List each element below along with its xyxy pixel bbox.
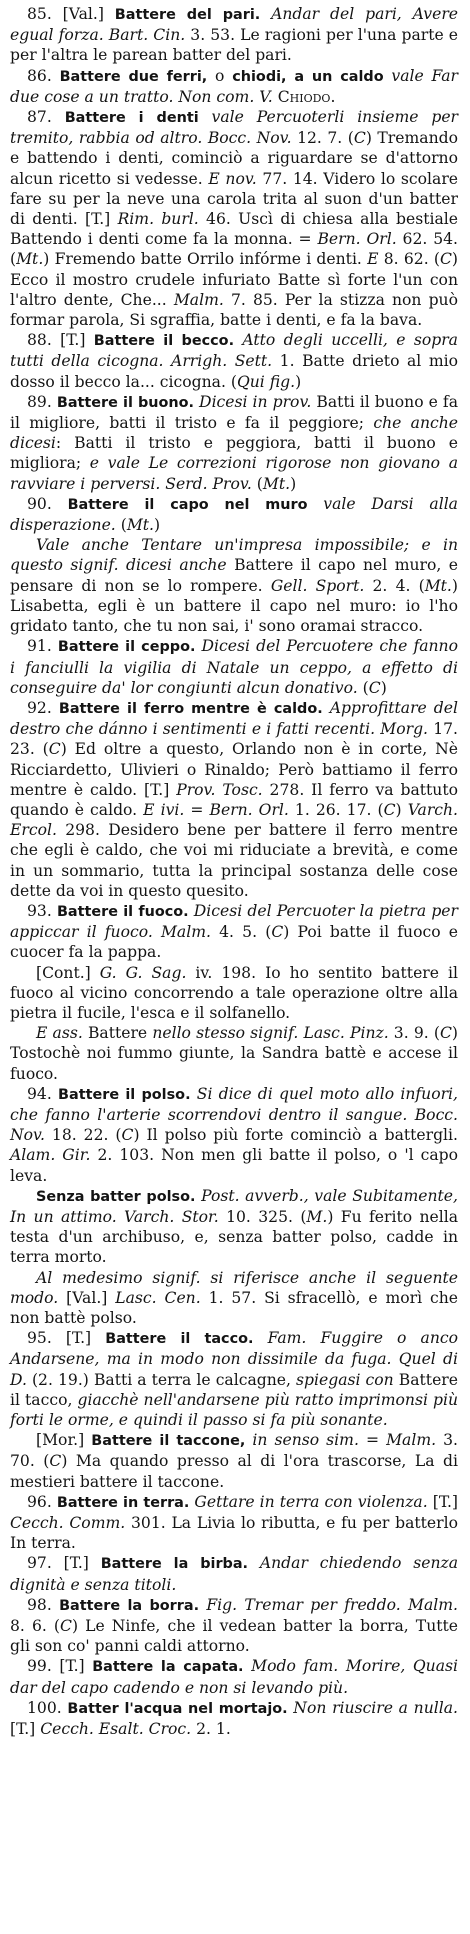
entry-text: Battere bbox=[82, 1024, 153, 1043]
entry-text: 2. 1. bbox=[191, 1720, 231, 1739]
entry-gloss: C bbox=[121, 1126, 134, 1145]
entry-headword: Senza batter polso. bbox=[36, 1188, 196, 1205]
entry-text: ) Ecco il mostro crudele infuriato Batte sì forte l'un con l'altro dente, Che... bbox=[10, 250, 458, 309]
entry-text: ) bbox=[380, 678, 387, 697]
entry-gloss: Cecch. Esalt. Croc. bbox=[40, 1720, 192, 1739]
entry-text: ( bbox=[115, 516, 127, 535]
entry-text: ) Tostochè noi fummo giunte, la Sandra battè e accese il fuoco. bbox=[10, 1024, 458, 1083]
entry-text: ) Fremendo batte Orrilo infórme i denti. bbox=[43, 250, 368, 269]
entry-gloss: Alam. Gir. bbox=[10, 1146, 91, 1165]
entry-gloss: Non riuscire a nulla. bbox=[287, 1698, 458, 1717]
entry-gloss: Bart. Cin. bbox=[108, 26, 186, 45]
entry-text: 3. 70. ( bbox=[10, 1431, 458, 1471]
dictionary-entry bbox=[10, 1595, 458, 1657]
dictionary-entry bbox=[10, 1328, 458, 1430]
entry-headword: Battere la borra. bbox=[59, 1597, 200, 1614]
entry-text: : Batti il tristo e peggiora, batti il buono e migliora; bbox=[10, 434, 458, 473]
entry-text: 88. [T.] bbox=[27, 331, 94, 350]
entry-gloss: E nov. bbox=[208, 169, 257, 188]
entry-gloss: C bbox=[49, 1452, 62, 1471]
entry-text: ) Poi batte il fuoco e cuocer fa la pappa. bbox=[10, 923, 458, 962]
entry-headword: Batter l'acqua nel mortajo. bbox=[67, 1700, 288, 1717]
entry-gloss: vale Darsi alla disperazione. bbox=[10, 494, 458, 535]
entry-text: ) Fu ferito nella testa d'un archibuso, e, senza batter polso, cadde in terra morto. bbox=[10, 1207, 458, 1267]
entry-gloss: G. G. Sag. bbox=[99, 963, 187, 982]
entry-gloss: Rim. burl. bbox=[117, 210, 199, 229]
entry-headword: Battere la birba. bbox=[100, 1556, 249, 1573]
entry-text: ) Ma quando presso al di l'ora trascorse, La di mestieri battere il taccone. bbox=[10, 1452, 459, 1491]
entry-text: 96. bbox=[27, 1492, 57, 1511]
entry-text: 90. bbox=[27, 494, 68, 513]
entry-text: 301. La Livia lo ributta, e fu per batterlo In terra. bbox=[10, 1514, 458, 1553]
entry-text: [T.] bbox=[10, 1720, 41, 1739]
dictionary-entry bbox=[10, 698, 458, 901]
entry-headword: Battere il tacco. bbox=[105, 1331, 254, 1348]
entry-gloss: Mt. bbox=[16, 250, 44, 269]
entry-text: 2. 4. ( bbox=[364, 576, 425, 595]
entry-text: 17. 23. ( bbox=[10, 720, 458, 759]
entry-gloss: Fig. Tremar per freddo. Malm. bbox=[199, 1595, 458, 1614]
entry-text: 92. bbox=[27, 698, 59, 717]
entry-headword: Battere in terra. bbox=[56, 1494, 190, 1511]
entry-subsense bbox=[10, 1023, 458, 1084]
entry-gloss: spiegasi con bbox=[296, 1370, 394, 1389]
entry-gloss: Dicesi in prov. bbox=[194, 392, 312, 411]
entry-text: 94. bbox=[27, 1084, 59, 1103]
entry-gloss: Post. avverb., vale Subitamente, In un attimo. Varch. Stor. bbox=[10, 1186, 458, 1226]
entry-text: 100. bbox=[27, 1698, 68, 1717]
entry-headword: Battere il ceppo. bbox=[57, 639, 196, 656]
entry-headword: Battere il fuoco. bbox=[56, 903, 189, 920]
entry-subsense bbox=[10, 963, 458, 1024]
entry-text: ) bbox=[290, 474, 297, 493]
entry-text: 77. 14. Videro lo scolare fare su per la neve una carola trita al suon d'un batter di denti. [T.] bbox=[10, 169, 459, 229]
dictionary-entry bbox=[10, 1656, 458, 1697]
entry-gloss: Andar chiedendo senza dignità e senza titoli. bbox=[10, 1554, 459, 1594]
entry-gloss: Dicesi del Percuotere che fanno i fanciulli la vigilia di Natale un ceppo, a effetto di conseguire da' lor congiunti alcun donativo. bbox=[10, 637, 458, 697]
entry-gloss: E bbox=[367, 250, 379, 269]
entry-text: Battere il tacco, bbox=[10, 1370, 458, 1409]
entry-text: 8. 6. ( bbox=[10, 1617, 60, 1636]
entry-text: (2. 19.) Batti a terra le calcagne, bbox=[26, 1370, 297, 1389]
entry-subsense bbox=[10, 1268, 458, 1329]
dictionary-entry bbox=[10, 901, 458, 963]
entry-text: 8. 62. ( bbox=[378, 250, 440, 269]
dictionary-entry bbox=[10, 330, 458, 392]
dictionary-entry bbox=[10, 107, 458, 330]
entry-gloss: C bbox=[271, 923, 284, 942]
entry-text: [T.] bbox=[427, 1492, 458, 1511]
entry-gloss: Cecch. Comm. bbox=[10, 1514, 126, 1533]
entry-text: ) bbox=[395, 800, 408, 819]
entry-text: 85. [Val.] bbox=[27, 5, 115, 23]
entry-text: ( bbox=[251, 474, 263, 493]
entry-text: 10. 325. ( bbox=[218, 1207, 307, 1226]
entry-text: 7. 85. Per la stizza non può formar parola, Si sgraffia, batte i denti, e fa la bava. bbox=[10, 290, 458, 330]
dictionary-entry bbox=[10, 66, 458, 107]
entry-text: [Mor.] bbox=[36, 1431, 92, 1450]
dictionary-entry bbox=[10, 494, 458, 535]
entry-headword: Battere il taccone, bbox=[91, 1433, 246, 1450]
entry-text: 1. Batte drieto al mio dosso il becco la... cicogna. ( bbox=[10, 352, 458, 391]
entry-text: = bbox=[358, 1431, 387, 1450]
entry-gloss: vale Percuoterli insieme per tremito, rabbia od altro. Bocc. Nov. bbox=[10, 108, 458, 148]
entry-gloss: Bern. Orl. bbox=[209, 800, 289, 819]
dictionary-entry bbox=[10, 392, 458, 494]
entry-text: 87. bbox=[27, 108, 65, 127]
entry-subsense bbox=[10, 535, 458, 636]
entry-text: [Val.] bbox=[58, 1288, 116, 1307]
entry-gloss: C bbox=[439, 250, 452, 269]
entry-gloss: E ass. bbox=[36, 1024, 83, 1043]
entry-text: ) bbox=[154, 516, 161, 535]
entry-gloss: Mt. bbox=[424, 576, 452, 595]
entry-text: [Cont.] bbox=[36, 963, 100, 982]
entry-gloss: C bbox=[60, 1617, 72, 1636]
dictionary-entry bbox=[10, 1084, 458, 1186]
entry-text: 46. Uscì di chiesa alla bestiale Battendo i denti come fa la monna. = bbox=[10, 210, 459, 249]
entry-gloss: Si dice di quel moto allo infuori, che fanno l'arterie scorrendovi dentro il sangue. Bocc. Nov. bbox=[10, 1084, 459, 1145]
entry-gloss: Al medesimo signif. si riferisce anche il seguente modo. bbox=[10, 1268, 458, 1307]
entry-gloss: vale Far due cose a un tratto. Non com. V. bbox=[10, 66, 458, 106]
entry-gloss: Modo fam. Morire, Quasi dar del capo cadendo e non si levando più. bbox=[10, 1657, 458, 1697]
entry-gloss: C bbox=[439, 1024, 452, 1043]
entry-text: Battere il capo nel muro, e pensare di non se lo rompere. bbox=[10, 556, 458, 595]
entry-text: ) Ed oltre a questo, Orlando non è in corte, Nè Ricciardetto, Ulivieri o Rinaldo; Però battiamo il ferro mentre è caldo. [T.] bbox=[10, 740, 458, 799]
entry-gloss: Malm. bbox=[386, 1431, 437, 1450]
entry-text: 18. 22. ( bbox=[44, 1126, 122, 1145]
entry-gloss: C bbox=[353, 129, 366, 148]
entry-gloss: Mt. bbox=[126, 516, 155, 535]
entry-gloss: C bbox=[48, 740, 61, 759]
entry-text: ) Lisabetta, egli è un battere il capo nel muro: io l'ho gridato tanto, che tu non sai, i' sono oramai stracco. bbox=[10, 576, 458, 636]
entry-text: 62. 54. ( bbox=[10, 230, 459, 269]
entry-gloss: Gell. Sport. bbox=[270, 576, 365, 595]
entry-gloss: Varch. Ercol. bbox=[10, 800, 459, 840]
entry-text: ) Il polso più forte cominciò a battergli. bbox=[133, 1126, 458, 1145]
entry-text: 1. 26. 17. ( bbox=[288, 800, 384, 819]
entry-text: Batti il buono e fa il migliore, batti il tristo e fa il peggiore; bbox=[10, 392, 458, 433]
entry-headword: Battere il buono. bbox=[56, 394, 195, 411]
entry-headword: Battere il becco. bbox=[93, 333, 235, 350]
entry-text: = bbox=[184, 800, 210, 819]
entry-gloss: Andar del pari, Avere egual forza. bbox=[10, 5, 458, 45]
entry-subsense bbox=[10, 1430, 458, 1492]
entry-headword: Battere i denti bbox=[64, 110, 199, 127]
entry-text: 98. bbox=[27, 1595, 60, 1614]
entry-gloss: Gettare in terra con violenza. bbox=[189, 1492, 428, 1511]
entry-headword: Battere il polso. bbox=[58, 1086, 191, 1103]
entry-text: 89. bbox=[27, 392, 57, 411]
entry-text: 97. [T.] bbox=[27, 1554, 101, 1573]
entry-gloss: M. bbox=[306, 1207, 328, 1226]
entry-text: 91. bbox=[27, 637, 58, 656]
dictionary-entry bbox=[10, 1492, 458, 1554]
entry-text: . bbox=[330, 87, 336, 106]
entry-text: 278. Il ferro va battuto quando è caldo. bbox=[10, 780, 458, 819]
dictionary-entries bbox=[10, 4, 458, 1739]
entry-text: 95. [T.] bbox=[27, 1329, 106, 1348]
entry-text: 298. Desidero bene per battere il ferro mentre che egli è caldo, che voi mi riduciate a brevità, e come in un sommario, tutta la principal sostanza delle cose dette da voi in questo quesito. bbox=[10, 821, 458, 900]
entry-gloss: C bbox=[368, 678, 381, 697]
entry-text: 4. 5. ( bbox=[210, 923, 272, 942]
entry-gloss: Mt. bbox=[262, 474, 291, 493]
entry-gloss: Atto degli uccelli, e sopra tutti della cicogna. Arrigh. Sett. bbox=[10, 331, 458, 371]
entry-gloss: C bbox=[383, 800, 396, 819]
entry-gloss: in senso sim. bbox=[245, 1431, 359, 1450]
entry-headword: Battere il capo nel muro bbox=[67, 496, 308, 513]
entry-text: 3. 9. ( bbox=[388, 1024, 440, 1043]
dictionary-entry bbox=[10, 1553, 458, 1594]
entry-text: 12. 7. ( bbox=[291, 129, 354, 148]
entry-gloss: Lasc. Cen. bbox=[115, 1288, 201, 1307]
entry-gloss: Qui fig. bbox=[236, 372, 296, 391]
entry-subsense bbox=[10, 1186, 458, 1268]
entry-gloss: che anche dicesi bbox=[10, 414, 458, 453]
entry-headword: chiodi, a un caldo bbox=[232, 68, 384, 85]
entry-text: 2. 103. Non men gli batte il polso, o 'l capo leva. bbox=[10, 1146, 459, 1185]
entry-text: 3. 53. Le ragioni per l'una parte e per l'altra le parean batter del pari. bbox=[10, 26, 458, 65]
entry-text: 93. bbox=[27, 901, 57, 920]
entry-gloss: giacchè nell'andarsene più ratto imprimonsi più forti le orme, e quindi il passo si fa più sonante. bbox=[10, 1390, 459, 1430]
entry-text: ) bbox=[295, 372, 302, 391]
entry-text: ) Tremando e battendo i denti, cominciò a riguardare se d'attorno alcun ricetto si vedesse. bbox=[10, 129, 458, 188]
entry-headword: Battere il ferro mentre è caldo. bbox=[58, 700, 323, 717]
entry-gloss: Prov. Tosc. bbox=[176, 780, 263, 799]
entry-text: o bbox=[207, 66, 233, 85]
entry-gloss: Approfittare del destro che dánno i sentimenti e i fatti recenti. Morg. bbox=[10, 698, 458, 739]
entry-text: 1. 57. Si sfracellò, e morì che non battè polso. bbox=[10, 1288, 458, 1327]
entry-text: 99. [T.] bbox=[27, 1657, 93, 1676]
dictionary-entry bbox=[10, 636, 458, 698]
entry-gloss: e vale Le correzioni rigorose non giovano a ravviare i perversi. Serd. Prov. bbox=[10, 454, 458, 493]
entry-text: ( bbox=[357, 678, 369, 697]
entry-gloss: Bern. Orl. bbox=[317, 230, 397, 249]
entry-text: ) Le Ninfe, che il vedean batter la borra, Tutte gli son co' panni caldi attorno. bbox=[10, 1617, 458, 1656]
entry-headword: Battere due ferri, bbox=[59, 68, 208, 85]
entry-gloss: Fam. Fuggire o anco Andarsene, ma in modo non dissimile da fuga. Quel di D. bbox=[10, 1329, 458, 1389]
entry-gloss: nello stesso signif. Lasc. Pinz. bbox=[152, 1024, 389, 1043]
dictionary-entry bbox=[10, 1698, 458, 1739]
entry-text: 86. bbox=[27, 66, 60, 85]
entry-headword: Battere la capata. bbox=[92, 1659, 244, 1676]
entry-gloss: Malm. bbox=[173, 290, 224, 309]
entry-gloss: E ivi. bbox=[143, 800, 185, 819]
entry-gloss: Dicesi del Percuoter la pietra per appiccar il fuoco. Malm. bbox=[10, 901, 458, 942]
entry-text: iv. 198. Io ho sentito battere il fuoco al vicino concorrendo a tale operazione oltre alla pietra il fucile, l'esca e il solfanello. bbox=[10, 963, 458, 1022]
dictionary-entry bbox=[10, 4, 458, 66]
entry-gloss: Vale anche Tentare un'impresa impossibile; e in questo signif. dicesi anche bbox=[10, 536, 458, 575]
entry-headword: Battere del pari. bbox=[114, 7, 261, 23]
entry-text: Chiodo bbox=[277, 87, 331, 106]
